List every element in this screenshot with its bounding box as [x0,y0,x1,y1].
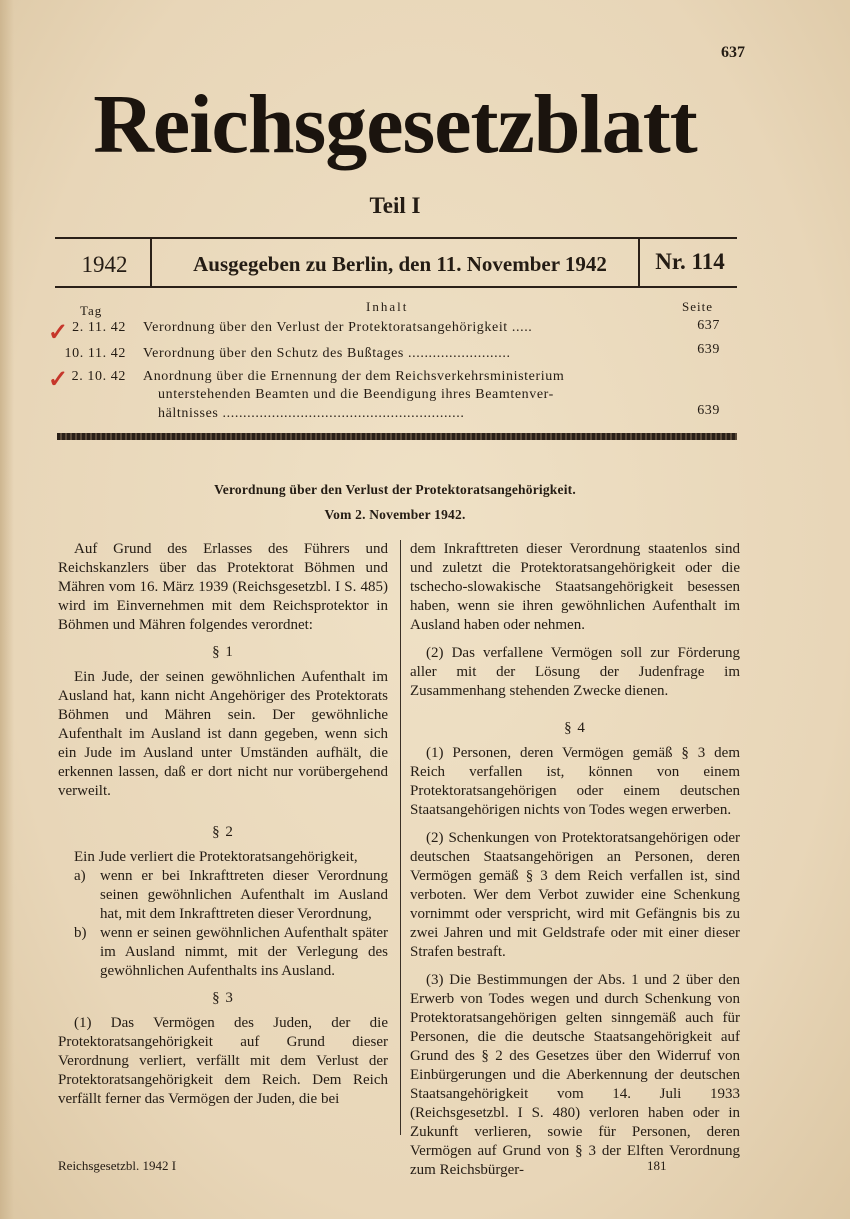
footer-sheet-number: 181 [647,1158,667,1173]
section-3-para-1: (1) Das Vermögen des Juden, der die Protektoratsangehörigkeit auf Grund dieser Verordnung verliert, verfällt mit dem Verlust der Protektoratsangehörigkeit dem Reich. Dem Reich verfällt ferner das Vermögen der Juden, die bei [58,1015,388,1107]
toc-page: 639 [697,342,720,357]
item-label: b) [74,925,87,941]
toc-page: 637 [697,318,720,333]
toc-title: Verordnung über den Schutz des Bußtages ......................... [143,346,511,361]
toc-date: 2. 11. 42 [72,320,126,335]
section-2-a: wenn er bei Inkrafttreten dieser Verordnung seinen gewöhnlichen Aufenthalt im Ausland hat, mit dem Inkrafttreten dieser Verordnung, [100,868,388,922]
section-2-b: wenn er seinen gewöhnlichen Aufenthalt später im Ausland nimmt, mit der Verlegung des gewöhnlichen Aufenthalts ins Ausland. [100,925,388,979]
section-heading: § 2 [212,824,234,840]
issue-bottom-rule [55,286,737,288]
section-3-continued: dem Inkrafttreten dieser Verordnung staatenlos sind und zuletzt die Protektoratsangehörigkeit oder die tschecho-slowakische Staatsangehörigkeit besessen haben, wenn sie ihren gewöhnlichen Aufenthalt im Ausland haben oder nehmen. [410,541,740,633]
footer-citation: Reichsgesetzbl. 1942 I [58,1158,177,1173]
list-item [58,867,388,924]
article-subtitle: Vom 2. November 1942. [324,507,466,522]
page-number: 637 [721,44,745,61]
toc-col-title: Inhalt [366,299,409,314]
section-heading: § 3 [212,990,234,1006]
section-1-text: Ein Jude, der seinen gewöhnlichen Aufenthalt im Ausland hat, kann nicht Angehöriger des Protektorats Böhmen und Mähren sein. Der gewöhnliche Aufenthalt im Ausland ist dann gegeben, wenn sich ein Jude im Ausland unter Umständen aufhält, die erkennen lassen, daß er dort nicht nur vorübergehend verweilt. [58,669,388,799]
toc-date: 10. 11. 42 [64,346,126,361]
column-divider [400,540,401,1135]
section-3-para-2: (2) Das verfallene Vermögen soll zur Förderung aller mit der Lösung der Judenfrage im Zusammenhang stehenden Zwecke dienen. [410,645,740,699]
article-title: Verordnung über den Verlust der Protektoratsangehörigkeit. [214,482,576,497]
section-2-intro: Ein Jude verliert die Protektoratsangehörigkeit, [74,849,358,865]
toc-title: Anordnung über die Ernennung der dem Reichsverkehrsministerium [143,369,565,384]
toc-col-date: Tag [80,303,103,318]
section-heading: § 4 [564,720,586,736]
toc-col-page: Seite [682,299,713,314]
preamble: Auf Grund des Erlasses des Führers und Reichskanzlers über das Protektorat Böhmen und Mähren vom 16. März 1939 (Reichsgesetzbl. I S. 485) wird im Einvernehmen mit dem Reichsprotektor in Böhmen und Mähren folgendes verordnet: [58,541,388,633]
red-check-icon: ✓ [48,320,69,346]
issue-divider [150,238,152,287]
section-4-para-2: (2) Schenkungen von Protektoratsangehörigen oder deutschen Staatsangehörigen an Personen, deren Vermögen gemäß § 3 dem Reich verfallen ist, sind verboten. Wer dem Verbot zuwider eine Schenkung vornimmt oder verspricht, wird mit Gefängnis bis zu zwei Jahren und mit Geldstrafe oder mit einer dieser Strafen bestraft. [410,830,740,960]
toc-date: 2. 10. 42 [71,369,126,384]
toc-title: Verordnung über den Verlust der Protektoratsangehörigkeit ..... [143,320,533,335]
left-column [58,540,388,1109]
toc-title-cont: hältnisses ........................................................... [158,406,465,421]
list-item [58,924,388,981]
section-4-para-1: (1) Personen, deren Vermögen gemäß § 3 dem Reich verfallen ist, können von einem Protektoratsangehörigen oder einem deutschen Staatsangehörigen nichts von Todes wegen erwerben. [410,745,740,818]
page-edge-shadow [0,0,14,1219]
toc-page: 639 [697,403,720,418]
item-label: a) [74,868,86,884]
issue-number: Nr. 114 [655,249,725,274]
issue-year: 1942 [81,252,128,277]
right-column [410,540,740,1180]
section-4-para-3: (3) Die Bestimmungen der Abs. 1 und 2 über den Erwerb von Todes wegen und durch Schenkung von Protektoratsangehörigen gelten sinngemäß auch für Personen, die die deutsche Staatsangehörigkeit auf Grund des § 2 des Gesetzes über den Widerruf von Einbürgerungen und die Aberkennung der deutschen Staatsangehörigkeit vom 14. Juli 1933 (Reichsgesetzbl. I S. 480) verloren haben oder in Zukunft verlieren, sowie für Personen, deren Vermögen auf Grund von § 3 der Elften Verordnung zum Reichsbürger- [410,972,740,1178]
toc-title-cont: unterstehenden Beamten und die Beendigung ihres Beamtenver- [158,387,554,402]
masthead-title: Reichsgesetzblatt [93,78,697,171]
issue-date: Ausgegeben zu Berlin, den 11. November 1942 [193,252,607,276]
section-heading: § 1 [212,644,234,660]
part-label: Teil I [369,193,421,218]
issue-top-rule [55,237,737,239]
separator-band [57,433,737,440]
red-check-icon: ✓ [48,367,69,393]
